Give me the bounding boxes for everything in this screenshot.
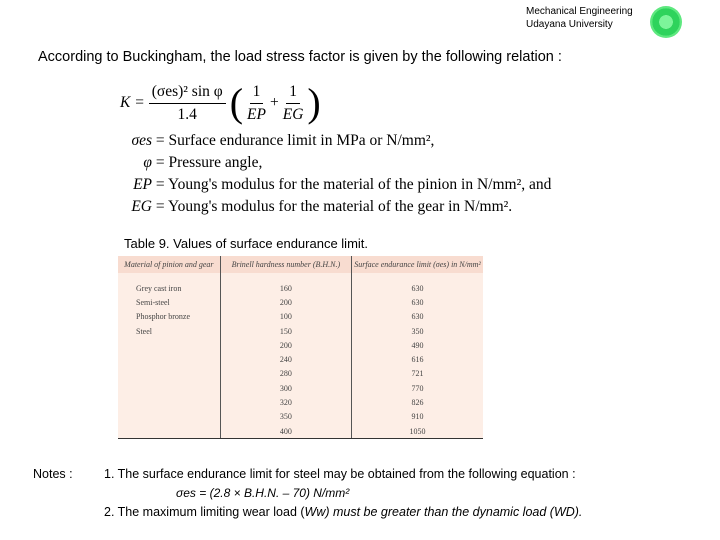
steel-endurance-equation: σes = (2.8 × B.H.N. – 70) N/mm² (176, 486, 350, 500)
formula-block (120, 76, 551, 218)
definition-row (120, 196, 551, 218)
denominator: EG (282, 105, 304, 123)
department-name: Mechanical Engineering (526, 6, 633, 17)
main-fraction (149, 81, 226, 126)
equals: = (155, 132, 165, 149)
table-cell: 630 (352, 310, 483, 324)
table-cell: Phosphor bronze (136, 312, 190, 322)
definition-row (120, 174, 551, 196)
table-row (118, 295, 483, 309)
table-row (118, 381, 483, 395)
table-cell: 721 (352, 367, 483, 381)
intro-text: According to Buckingham, the load stress factor is given by the following relation : (38, 49, 562, 65)
table-cell: 280 (220, 367, 351, 381)
numerator: 1 (286, 81, 300, 104)
table-cell: 400 (220, 424, 351, 439)
table-caption: Table 9. Values of surface endurance limit. (124, 236, 369, 251)
table-cell (118, 395, 220, 409)
table-cell (118, 338, 220, 352)
definitions (120, 130, 551, 218)
table-cell: 630 (352, 295, 483, 309)
right-paren: ) (307, 80, 321, 125)
table-cell: 150 (220, 324, 351, 338)
table-cell: 200 (220, 295, 351, 309)
table-row (118, 367, 483, 381)
table-cell: Steel (136, 326, 152, 336)
symbol: EG (131, 198, 152, 215)
table-cell (118, 381, 220, 395)
note-2 (104, 503, 582, 522)
institution-header (526, 5, 633, 31)
table-cell: 826 (352, 395, 483, 409)
table-cell: 1050 (352, 424, 483, 439)
column-header: Surface endurance limit (σes) in N/mm² (352, 256, 483, 273)
note-2-italic: Ww) must be greater than the dynamic load (WD). (304, 505, 583, 519)
table-cell: Semi-steel (136, 297, 170, 307)
load-stress-equation (120, 76, 551, 130)
table-cell: 200 (220, 338, 351, 352)
table-cell: 320 (220, 395, 351, 409)
table-cell: 160 (220, 273, 351, 295)
fraction-ep (247, 81, 266, 126)
notes (104, 465, 582, 522)
table-cell: 770 (352, 381, 483, 395)
table-cell: 630 (352, 273, 483, 295)
table-row (118, 352, 483, 366)
table-row (118, 395, 483, 409)
table-row (118, 410, 483, 424)
table-cell (118, 352, 220, 366)
definition-text: Pressure angle, (168, 154, 263, 171)
table-cell (118, 424, 220, 439)
table-row (118, 324, 483, 338)
table-cell: Grey cast iron (136, 283, 182, 293)
denominator: EP (247, 105, 266, 123)
note-2-text: 2. The maximum limiting wear load ( (104, 505, 305, 519)
fraction-eg (283, 81, 304, 126)
table-cell (118, 367, 220, 381)
denominator: 1.4 (177, 105, 197, 123)
table-cell: 910 (352, 410, 483, 424)
symbol: EP (133, 176, 152, 193)
numerator: (σes)² sin φ (149, 81, 226, 104)
table-cell: 100 (220, 310, 351, 324)
table-cell: 300 (220, 381, 351, 395)
table-row (118, 338, 483, 352)
table-row (118, 310, 483, 324)
table-cell: 616 (352, 352, 483, 366)
university-logo-icon (650, 6, 682, 38)
definition-row (120, 152, 551, 174)
left-paren: ( (229, 80, 244, 125)
plus-sign: + (269, 94, 279, 111)
symbol: φ (143, 154, 152, 171)
symbol: σes (131, 132, 152, 149)
table-cell: 350 (220, 410, 351, 424)
definition-text: Young's modulus for the material of the pinion in N/mm², and (167, 176, 552, 193)
table-cell (118, 410, 220, 424)
definition-text: Surface endurance limit in MPa or N/mm², (168, 132, 435, 149)
table-cell: 240 (220, 352, 351, 366)
equation-lhs: K = (120, 94, 145, 111)
definition-row (120, 130, 551, 152)
table-row (118, 273, 483, 295)
equals: = (155, 154, 165, 171)
equals: = (155, 198, 165, 215)
table-row (118, 424, 483, 439)
equals: = (155, 176, 165, 193)
definition-text: Young's modulus for the material of the gear in N/mm². (167, 198, 513, 215)
notes-label: Notes : (33, 467, 73, 481)
table-cell: 350 (352, 324, 483, 338)
column-header: Brinell hardness number (B.H.N.) (220, 256, 351, 273)
column-header: Material of pinion and gear (118, 256, 220, 273)
university-name: Udayana University (526, 19, 613, 30)
table-cell: 490 (352, 338, 483, 352)
surface-endurance-table (118, 256, 483, 439)
numerator: 1 (250, 81, 264, 104)
note-1: 1. The surface endurance limit for steel may be obtained from the following equation : (104, 467, 576, 481)
